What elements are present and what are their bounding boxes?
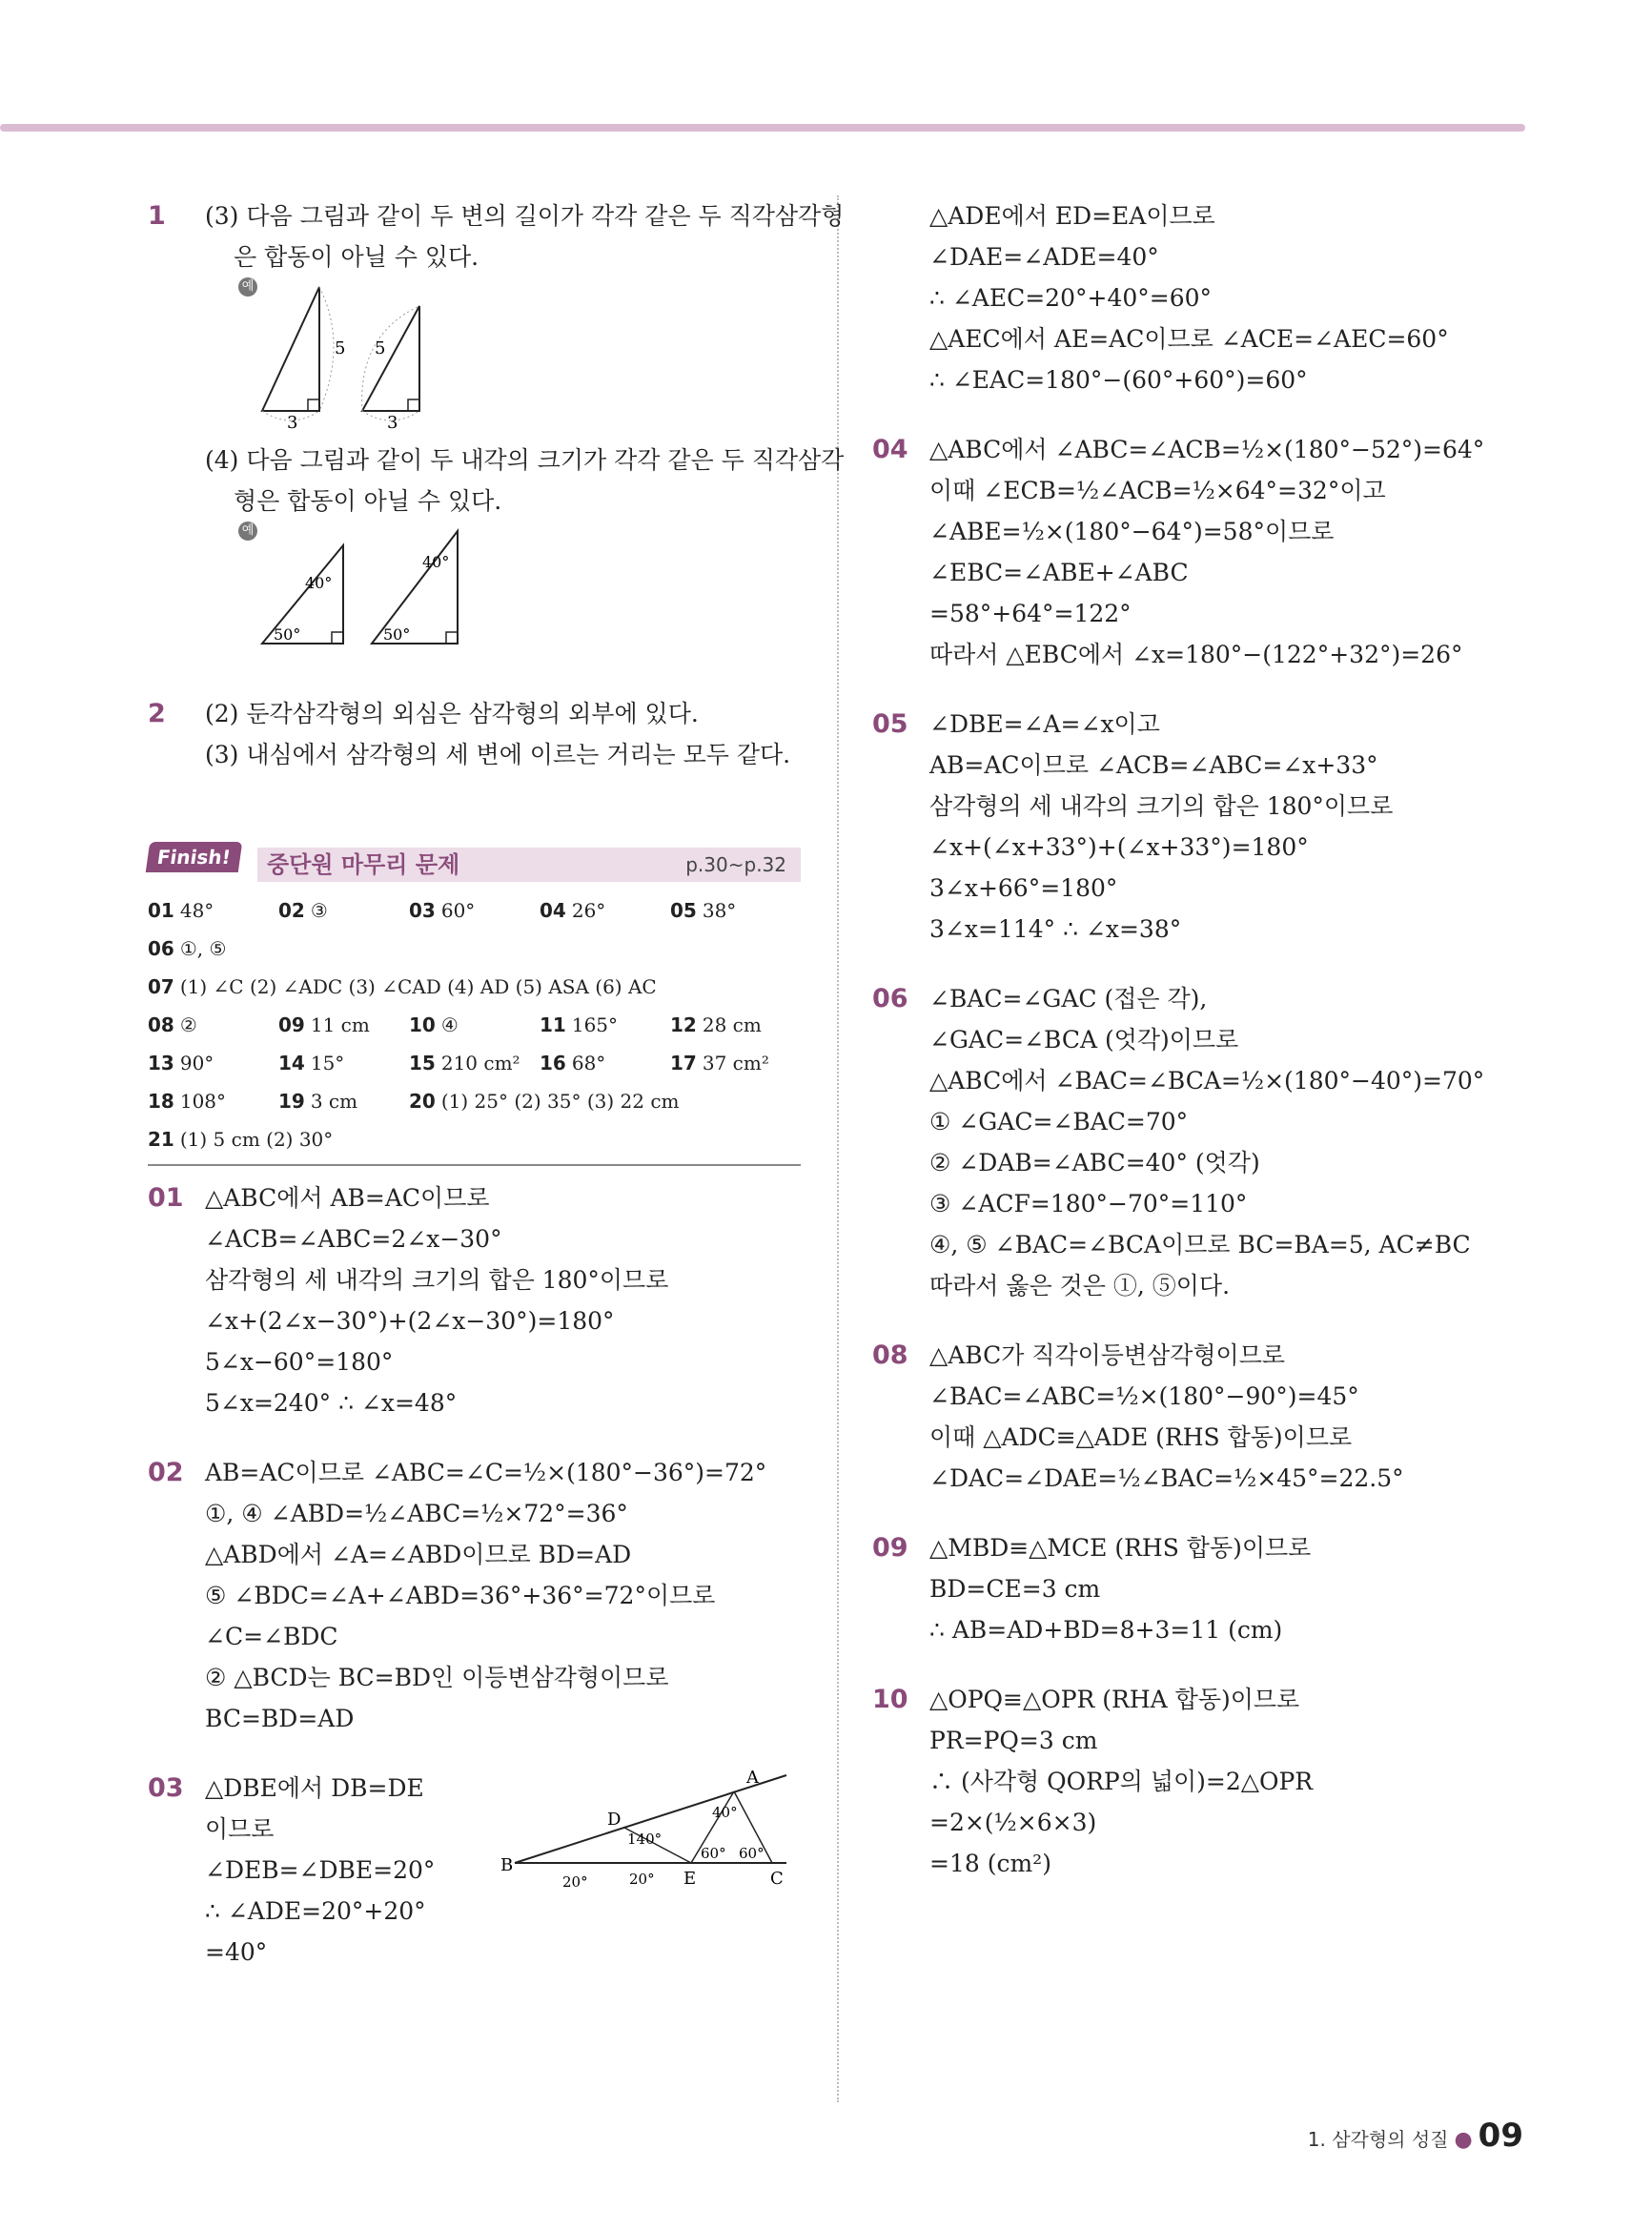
answer-value: (1) ∠C (2) ∠ADC (3) ∠CAD (4) AD (5) ASA (6) AC [179,975,657,998]
solution-text: =18 (cm²) [929,1850,1051,1877]
solution-line [872,868,1530,909]
example-badge: 예 [238,522,257,541]
solution-line [872,236,1530,277]
solution-line [872,1417,1530,1458]
answer-number: 17 [670,1052,697,1074]
solution-04 [872,429,1530,675]
page-range: p.30~p.32 [685,853,786,876]
answer-number: 19 [278,1090,305,1113]
solution-line [872,359,1530,400]
solution-text: ③ ∠ACF=180°−70°=110° [929,1190,1248,1217]
bullet-icon: ● [1454,2128,1473,2152]
answer-value: 210 cm² [440,1052,520,1074]
solution-09 [872,1527,1530,1650]
solution-text: ∠GAC=∠BCA (엇각)이므로 [929,1026,1239,1054]
solution-text: △AEC에서 AE=AC이므로 ∠ACE=∠AEC=60° [929,325,1449,353]
solution-03 [148,1768,801,1973]
solution-text: ∴ (사각형 QORP의 넓이)=2△OPR [929,1768,1314,1795]
answer-number: 21 [148,1128,174,1151]
answer-item [148,891,278,930]
page-footer [1308,2117,1523,2155]
answer-value: 26° [571,899,606,922]
solution-text: ∠DAE=∠ADE=40° [929,243,1159,271]
solution-text: BC=BD=AD [205,1705,355,1732]
solution-text: 따라서 옳은 것은 ①, ⑤이다. [929,1272,1231,1299]
solution-text: =40° [205,1938,268,1966]
solution-text: ∠ABE=½×(180°−64°)=58°이므로 [929,518,1335,545]
solution-line [148,1177,801,1218]
base-label: 3 [287,413,298,433]
solution-line [872,429,1530,470]
solution-text: ∴ AB=AD+BD=8+3=11 (cm) [929,1616,1283,1644]
solution-text: △ABC에서 ∠ABC=∠ACB=½×(180°−52°)=64° [929,436,1485,463]
solution-text: ∴ ∠EAC=180°−(60°+60°)=60° [929,366,1308,394]
solution-line [148,1698,801,1739]
answer-number: 03 [409,899,436,922]
solution-line [872,511,1530,552]
solution-text: ∠EBC=∠ABE+∠ABC [929,559,1189,586]
solution-text: AB=AC이므로 ∠ACB=∠ABC=∠x+33° [929,751,1378,779]
side-label: 5 [335,338,346,358]
answer-value: ①, ⑤ [179,937,227,960]
solution-line [872,1224,1530,1265]
answer-number: 18 [148,1090,174,1113]
solution-line [148,1452,801,1493]
answer-value: (1) 5 cm (2) 30° [179,1128,334,1151]
answer-number: 06 [148,937,174,960]
top-rule [0,124,1525,132]
solution-line [872,470,1530,511]
answer-item [278,1082,409,1120]
solution-text: △DBE에서 DB=DE [205,1774,424,1802]
figure-triangle-abc [500,1768,806,1901]
answer-value: 15° [310,1052,345,1074]
answer-number: 16 [540,1052,566,1074]
answer-value: ④ [440,1013,459,1036]
solution-text: 5∠x−60°=180° [205,1348,394,1376]
figure-right-triangles-angles [148,522,801,655]
solution-line [872,704,1530,745]
solution-line [872,786,1530,827]
angle-label: 60° [701,1845,726,1862]
problem-2 [148,693,801,775]
solution-line [872,277,1530,318]
answer-value: 37 cm² [702,1052,769,1074]
solution-text: ∠x+(2∠x−30°)+(2∠x−30°)=180° [205,1307,615,1335]
answer-value: 3 cm [310,1090,358,1113]
solution-line [872,1142,1530,1183]
answer-number: 01 [148,899,174,922]
answer-number: 05 [670,899,697,922]
chapter-title: 1. 삼각형의 성질 [1307,2128,1449,2151]
solution-text: 삼각형의 세 내각의 크기의 합은 180°이므로 [929,792,1394,820]
point-label: A [746,1768,759,1788]
solution-line [872,634,1530,675]
solution-number: 04 [872,435,908,464]
solution-number: 06 [872,984,908,1013]
answer-number: 10 [409,1013,436,1036]
solution-line [148,1300,801,1341]
solution-line [872,195,1530,236]
answer-item [540,1006,670,1044]
solution-text: ∠x+(∠x+33°)+(∠x+33°)=180° [929,833,1309,861]
solution-text: =58°+64°=122° [929,600,1132,627]
solution-text: ①, ④ ∠ABD=½∠ABC=½×72°=36° [205,1500,628,1527]
answer-item [148,1120,333,1158]
problem-number: 2 [148,699,166,728]
solution-text: ∠BAC=∠GAC (접은 각), [929,985,1208,1013]
finish-header [148,842,801,880]
solution-text: ② ∠DAB=∠ABC=40° (엇각) [929,1149,1260,1176]
finish-title: 중단원 마무리 문제 [267,851,460,878]
solution-text: BD=CE=3 cm [929,1575,1101,1603]
solution-number: 05 [872,709,908,739]
solution-line [872,1019,1530,1060]
solution-number: 03 [148,1773,184,1803]
answer-value: 60° [440,899,476,922]
answer-value: 68° [571,1052,606,1074]
answer-item [278,1006,409,1044]
solution-03-continued [872,195,1530,400]
solution-06 [872,978,1530,1306]
answer-item [670,891,801,930]
solution-line [872,1761,1530,1802]
text-line: 형은 합동이 아닐 수 있다. [234,487,502,515]
angle-label: 40° [305,574,333,592]
text-line: 은 합동이 아닐 수 있다. [234,243,479,271]
solution-text: △ABD에서 ∠A=∠ABD이므로 BD=AD [205,1541,632,1568]
answer-item [409,1044,540,1082]
solution-line [872,1376,1530,1417]
answer-item [670,1044,801,1082]
answer-number: 13 [148,1052,174,1074]
solution-line [872,1335,1530,1376]
solution-line [872,1183,1530,1224]
solution-line [872,1265,1530,1306]
solution-10 [872,1679,1530,1884]
answer-number: 14 [278,1052,305,1074]
solution-line [872,1609,1530,1650]
angle-label: 20° [629,1871,655,1888]
solution-text: ④, ⑤ ∠BAC=∠BCA이므로 BC=BA=5, AC≠BC [929,1231,1471,1258]
answer-number: 12 [670,1013,697,1036]
answer-number: 09 [278,1013,305,1036]
answer-item [148,968,657,1006]
side-label: 5 [375,338,386,358]
angle-label: 50° [383,625,411,644]
solution-line [872,1101,1530,1142]
answer-value: 48° [179,899,214,922]
solution-line [872,1679,1530,1720]
angle-label: 40° [712,1804,738,1821]
solution-02 [148,1452,801,1739]
point-label: D [607,1810,622,1830]
solution-line [872,1060,1530,1101]
solution-text: 이때 ∠ECB=½∠ACB=½×64°=32°이고 [929,477,1386,504]
answer-value: 38° [702,899,737,922]
solution-line [872,978,1530,1019]
figure-right-triangles-sides [148,277,801,433]
solution-number: 08 [872,1340,908,1370]
solution-number: 09 [872,1533,908,1563]
solution-text: ∠DEB=∠DBE=20° [205,1856,436,1884]
solution-line [872,1843,1530,1884]
answer-row [148,1082,801,1120]
triangles-svg [253,522,634,655]
solution-text: 삼각형의 세 내각의 크기의 합은 180°이므로 [205,1266,669,1294]
solution-text: △ABC에서 ∠BAC=∠BCA=½×(180°−40°)=70° [929,1067,1485,1095]
solution-line [148,1575,801,1616]
left-column [148,195,845,1973]
solution-line [148,1932,801,1973]
solution-text: ∠ACB=∠ABC=2∠x−30° [205,1225,502,1253]
answer-row [148,1044,801,1082]
solution-text: ① ∠GAC=∠BAC=70° [929,1108,1189,1135]
solution-text: △ABC에서 AB=AC이므로 [205,1184,490,1212]
answer-value: 90° [179,1052,214,1074]
solution-line [872,593,1530,634]
solution-text: ∠DBE=∠A=∠x이고 [929,710,1160,738]
solution-line [872,1458,1530,1499]
text-line: (3) 내심에서 삼각형의 세 변에 이르는 거리는 모두 같다. [205,741,791,768]
text-line: (4) 다음 그림과 같이 두 내각의 크기가 각각 같은 두 직각삼각 [205,446,845,474]
angle-label: 50° [274,625,301,644]
solution-text: =2×(½×6×3) [929,1809,1097,1836]
answer-item [148,1006,278,1044]
solution-text: 따라서 △EBC에서 ∠x=180°−(122°+32°)=26° [929,641,1463,668]
answer-value: (1) 25° (2) 35° (3) 22 cm [440,1090,680,1113]
solution-text: AB=AC이므로 ∠ABC=∠C=½×(180°−36°)=72° [205,1459,767,1486]
answer-row [148,930,801,968]
solution-line [872,552,1530,593]
answer-item [409,1082,680,1120]
solution-line [872,1527,1530,1568]
answer-item [409,891,540,930]
answer-item [409,1006,540,1044]
solution-line [148,1259,801,1300]
solution-line [148,1341,801,1382]
solution-line [872,909,1530,950]
solution-01 [148,1177,801,1423]
problem-number: 1 [148,201,166,231]
solution-text: PR=PQ=3 cm [929,1727,1098,1754]
answer-item [540,891,670,930]
solution-line [148,1382,801,1423]
solution-line [872,1568,1530,1609]
solution-line [872,1720,1530,1761]
answer-value: 28 cm [702,1013,762,1036]
answer-item [148,1044,278,1082]
solution-line [148,1493,801,1534]
answer-grid [148,891,801,1158]
solution-number: 01 [148,1183,184,1213]
solution-text: ⑤ ∠BDC=∠A+∠ABD=36°+36°=72°이므로 [205,1582,716,1609]
text-line: (2) 둔각삼각형의 외심은 삼각형의 외부에 있다. [205,700,699,727]
right-column [872,195,1530,1884]
solution-05 [872,704,1530,950]
solution-text: ② △BCD는 BC=BD인 이등변삼각형이므로 [205,1664,669,1691]
finish-badge: Finish! [146,842,242,872]
solution-text: 3∠x=114° ∴ ∠x=38° [929,915,1182,943]
solution-line [872,745,1530,786]
answer-number: 07 [148,975,174,998]
solution-text: △ABC가 직각이등변삼각형이므로 [929,1341,1285,1369]
answer-item [540,1044,670,1082]
example-badge: 예 [238,277,257,297]
answer-value: ② [179,1013,197,1036]
answer-row [148,1006,801,1044]
solution-line [148,1218,801,1259]
angle-label: 40° [422,553,450,571]
solution-number: 10 [872,1685,908,1714]
solution-number: 02 [148,1458,184,1487]
answer-row [148,891,801,930]
triangles-svg [253,277,634,433]
base-label: 3 [387,413,398,433]
solution-text: 이므로 [205,1815,275,1843]
solution-text: 5∠x=240° ∴ ∠x=48° [205,1389,458,1417]
solution-text: ∴ ∠AEC=20°+40°=60° [929,284,1213,312]
answer-value: 165° [571,1013,619,1036]
answer-item [670,1006,801,1044]
problem-1 [148,195,845,655]
solution-line [872,318,1530,359]
solution-text: ∴ ∠ADE=20°+20° [205,1897,426,1925]
solution-text: ∠BAC=∠ABC=½×(180°−90°)=45° [929,1382,1359,1410]
solution-line [872,1802,1530,1843]
solution-08 [872,1335,1530,1499]
solution-text: 이때 △ADC≡△ADE (RHS 합동)이므로 [929,1423,1353,1451]
column-divider [837,195,839,2102]
answer-number: 04 [540,899,566,922]
solution-text: △MBD≡△MCE (RHS 합동)이므로 [929,1534,1312,1562]
point-label: C [770,1869,784,1889]
point-label: B [500,1855,514,1875]
point-label: E [683,1869,697,1889]
answer-item [148,930,226,968]
solution-line [148,1657,801,1698]
answer-number: 15 [409,1052,436,1074]
solution-text: △OPQ≡△OPR (RHA 합동)이므로 [929,1686,1300,1713]
answer-number: 20 [409,1090,436,1113]
answer-number: 11 [540,1013,566,1036]
solution-line [872,827,1530,868]
answer-value: 108° [179,1090,227,1113]
angle-label: 60° [739,1845,765,1862]
solution-line [148,1616,801,1657]
answer-number: 08 [148,1013,174,1036]
solution-line [148,1534,801,1575]
answer-item [278,891,409,930]
solution-text: ∠C=∠BDC [205,1623,338,1650]
solution-text: △ADE에서 ED=EA이므로 [929,202,1215,230]
page-number: 09 [1478,2117,1523,2155]
answer-value: ③ [310,899,328,922]
answer-row [148,968,801,1006]
answer-divider [148,1164,801,1166]
answer-number: 02 [278,899,305,922]
text-line: (3) 다음 그림과 같이 두 변의 길이가 각각 같은 두 직각삼각형 [205,202,845,230]
answer-value: 11 cm [310,1013,370,1036]
solution-text: ∠DAC=∠DAE=½∠BAC=½×45°=22.5° [929,1464,1404,1492]
answer-row [148,1120,801,1158]
solution-text: 3∠x+66°=180° [929,874,1118,902]
answer-item [278,1044,409,1082]
angle-label: 20° [562,1873,588,1891]
answer-item [148,1082,278,1120]
angle-label: 140° [627,1831,663,1848]
